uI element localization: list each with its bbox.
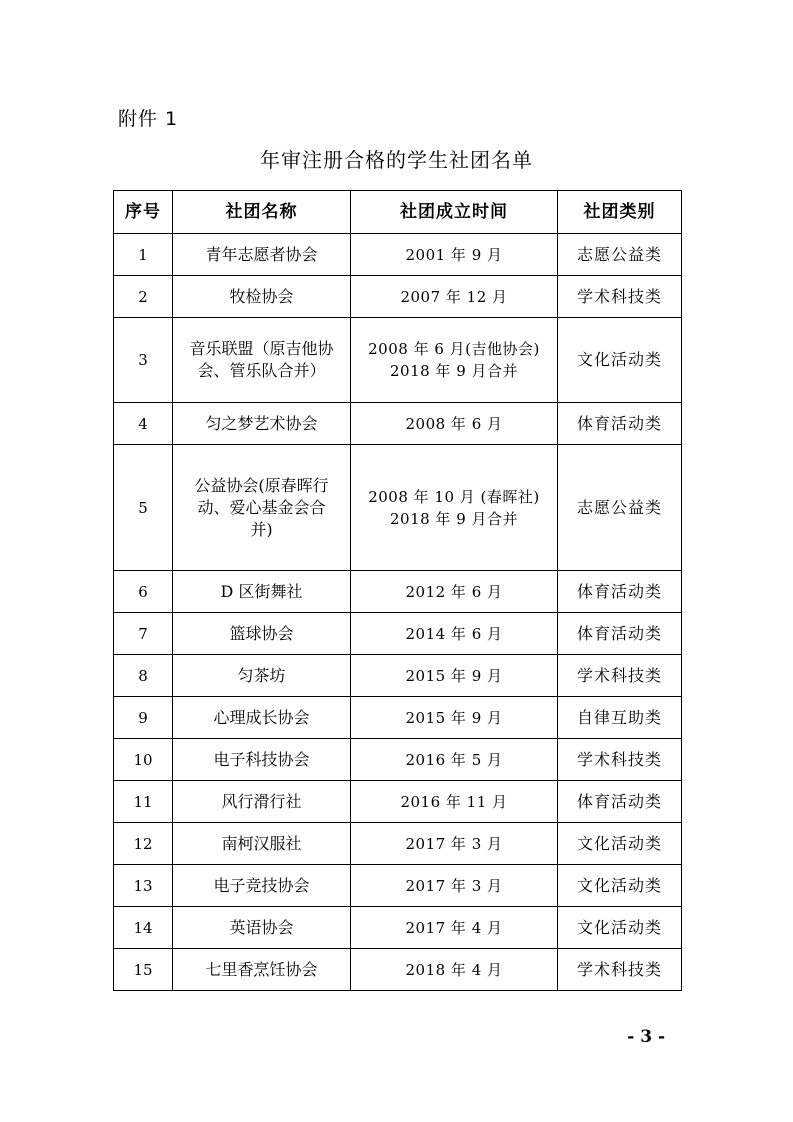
row-index: 1 bbox=[114, 234, 173, 276]
row-index: 9 bbox=[114, 697, 173, 739]
club-roster-table bbox=[113, 190, 682, 991]
club-name: 风行滑行社 bbox=[173, 781, 351, 823]
club-category: 体育活动类 bbox=[558, 571, 682, 613]
club-category: 学术科技类 bbox=[558, 949, 682, 991]
founded-date: 2016 年 11 月 bbox=[351, 781, 558, 823]
table-row bbox=[114, 276, 682, 318]
table-row bbox=[114, 445, 682, 571]
row-index: 12 bbox=[114, 823, 173, 865]
club-category: 体育活动类 bbox=[558, 613, 682, 655]
founded-date: 2017 年 3 月 bbox=[351, 865, 558, 907]
club-name: 南柯汉服社 bbox=[173, 823, 351, 865]
club-name bbox=[173, 445, 351, 571]
club-category: 自律互助类 bbox=[558, 697, 682, 739]
founded-date: 2014 年 6 月 bbox=[351, 613, 558, 655]
club-category: 志愿公益类 bbox=[558, 445, 682, 571]
club-category: 文化活动类 bbox=[558, 865, 682, 907]
club-name: 篮球协会 bbox=[173, 613, 351, 655]
row-index: 4 bbox=[114, 403, 173, 445]
founded-date: 2008 年 6 月 bbox=[351, 403, 558, 445]
row-index: 10 bbox=[114, 739, 173, 781]
document-title: 年审注册合格的学生社团名单 bbox=[260, 148, 533, 172]
club-name: 英语协会 bbox=[173, 907, 351, 949]
founded-date: 2017 年 4 月 bbox=[351, 907, 558, 949]
row-index: 7 bbox=[114, 613, 173, 655]
founded-date: 2015 年 9 月 bbox=[351, 697, 558, 739]
club-name bbox=[173, 318, 351, 403]
founded-date: 2012 年 6 月 bbox=[351, 571, 558, 613]
table-row bbox=[114, 865, 682, 907]
club-category: 文化活动类 bbox=[558, 823, 682, 865]
row-index: 3 bbox=[114, 318, 173, 403]
club-category: 学术科技类 bbox=[558, 655, 682, 697]
table-row bbox=[114, 655, 682, 697]
club-name: 青年志愿者协会 bbox=[173, 234, 351, 276]
club-name-line: 会、管乐队合并） bbox=[197, 361, 326, 380]
founded-date: 2016 年 5 月 bbox=[351, 739, 558, 781]
page-number: - 3 - bbox=[627, 1027, 665, 1047]
club-category: 志愿公益类 bbox=[558, 234, 682, 276]
club-name: 匀茶坊 bbox=[173, 655, 351, 697]
club-name: 匀之梦艺术协会 bbox=[173, 403, 351, 445]
club-category: 学术科技类 bbox=[558, 739, 682, 781]
founded-date-line: 2008 年 10 月 (春晖社) bbox=[368, 487, 540, 506]
table-row bbox=[114, 318, 682, 403]
row-index: 8 bbox=[114, 655, 173, 697]
club-name-line: 公益协会(原春晖行 bbox=[194, 475, 329, 495]
club-name: D 区街舞社 bbox=[173, 571, 351, 613]
club-category: 文化活动类 bbox=[558, 318, 682, 403]
header-index: 序号 bbox=[114, 191, 173, 234]
row-index: 15 bbox=[114, 949, 173, 991]
founded-date-line: 2018 年 9 月合并 bbox=[389, 509, 519, 528]
header-category: 社团类别 bbox=[558, 191, 682, 234]
founded-date: 2017 年 3 月 bbox=[351, 823, 558, 865]
club-category: 体育活动类 bbox=[558, 403, 682, 445]
club-name: 牧检协会 bbox=[173, 276, 351, 318]
table-header-row bbox=[114, 191, 682, 234]
table-row bbox=[114, 571, 682, 613]
table-row bbox=[114, 781, 682, 823]
table-row bbox=[114, 739, 682, 781]
header-club-name: 社团名称 bbox=[173, 191, 351, 234]
table-row bbox=[114, 613, 682, 655]
founded-date: 2018 年 4 月 bbox=[351, 949, 558, 991]
table-row bbox=[114, 697, 682, 739]
table-row bbox=[114, 907, 682, 949]
founded-date-line: 2008 年 6 月(吉他协会) bbox=[368, 340, 540, 358]
table-row bbox=[114, 823, 682, 865]
club-category: 体育活动类 bbox=[558, 781, 682, 823]
row-index: 13 bbox=[114, 865, 173, 907]
club-category: 文化活动类 bbox=[558, 907, 682, 949]
founded-date: 2007 年 12 月 bbox=[351, 276, 558, 318]
row-index: 5 bbox=[114, 445, 173, 571]
row-index: 14 bbox=[114, 907, 173, 949]
row-index: 11 bbox=[114, 781, 173, 823]
founded-date-line: 2018 年 9 月合并 bbox=[389, 362, 519, 380]
founded-date: 2015 年 9 月 bbox=[351, 655, 558, 697]
table-row bbox=[114, 949, 682, 991]
club-name: 电子科技协会 bbox=[173, 739, 351, 781]
club-category: 学术科技类 bbox=[558, 276, 682, 318]
table-row bbox=[114, 403, 682, 445]
table-row bbox=[114, 234, 682, 276]
club-name-line: 音乐联盟（原吉他协 bbox=[189, 339, 334, 358]
attachment-label: 附件 1 bbox=[118, 108, 179, 130]
founded-date bbox=[351, 445, 558, 571]
founded-date: 2001 年 9 月 bbox=[351, 234, 558, 276]
header-founded-date: 社团成立时间 bbox=[351, 191, 558, 234]
row-index: 2 bbox=[114, 276, 173, 318]
club-name: 七里香烹饪协会 bbox=[173, 949, 351, 991]
club-name: 心理成长协会 bbox=[173, 697, 351, 739]
row-index: 6 bbox=[114, 571, 173, 613]
club-name: 电子竞技协会 bbox=[173, 865, 351, 907]
founded-date bbox=[351, 318, 558, 403]
club-name-line: 并) bbox=[250, 519, 273, 539]
club-name-line: 动、爱心基金会合 bbox=[197, 497, 326, 517]
